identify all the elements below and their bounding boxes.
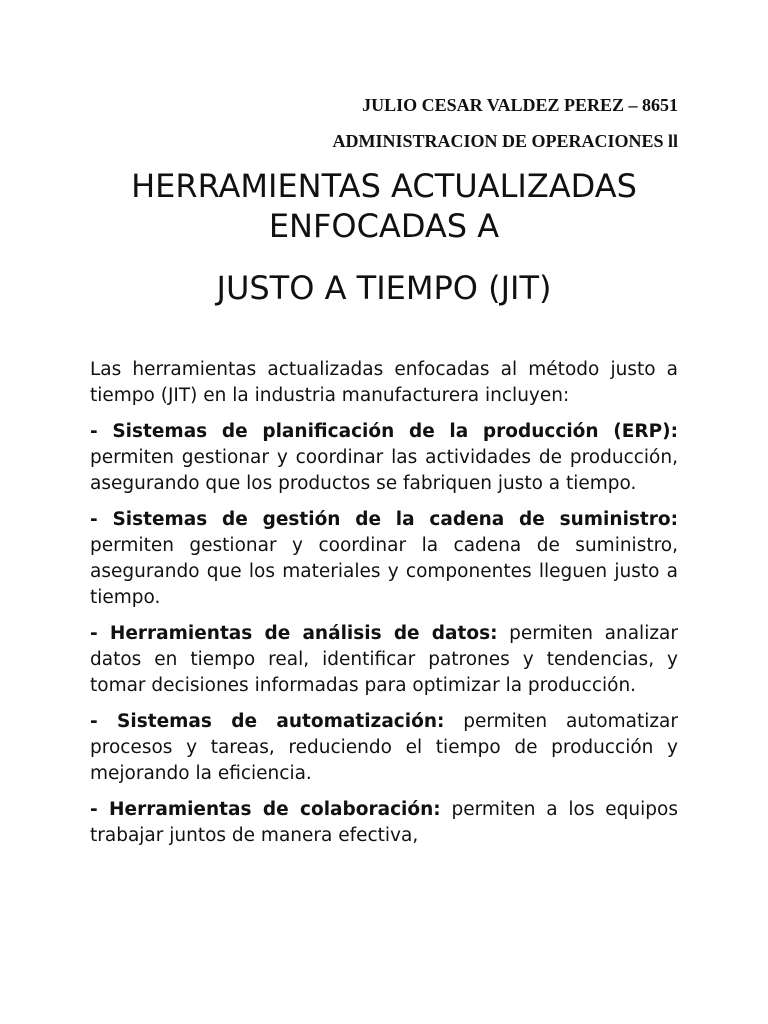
document-body [90, 357, 678, 859]
author-line: JULIO CESAR VALDEZ PEREZ – 8651 [362, 95, 678, 115]
document-title: HERRAMIENTAS ACTUALIZADAS ENFOCADAS A [131, 167, 637, 245]
item-description: permiten gestionar y coordinar las actividades de producción, asegurando que los productos se fabriquen justo a tiempo. [90, 447, 678, 494]
document-subtitle: JUSTO A TIEMPO (JIT) [216, 269, 552, 307]
item-description: permiten analizar datos en tiempo real, identificar patrones y tendencias, y tomar decisiones informadas para optimizar la producción. [90, 623, 678, 696]
item-term: - Sistemas de gestión de la cadena de suministro: [90, 509, 678, 530]
list-item [90, 797, 678, 849]
item-term: - Sistemas de automatización: [90, 711, 445, 732]
item-term: - Sistemas de planificación de la producción (ERP): [90, 421, 678, 442]
list-item [90, 419, 678, 497]
item-term: - Herramientas de análisis de datos: [90, 623, 498, 644]
intro-paragraph: Las herramientas actualizadas enfocadas al método justo a tiempo (JIT) en la industria manufacturera incluyen: [90, 359, 678, 406]
item-description: permiten a los equipos trabajar juntos de manera efectiva, [90, 799, 678, 846]
list-item [90, 709, 678, 787]
course-line: ADMINISTRACION DE OPERACIONES ll [332, 131, 678, 151]
item-description: permiten gestionar y coordinar la cadena de suministro, asegurando que los materiales y componentes lleguen justo a tiempo. [90, 535, 678, 608]
document-page [90, 0, 678, 1024]
list-item [90, 507, 678, 611]
list-item [90, 621, 678, 699]
item-description: permiten automatizar procesos y tareas, reduciendo el tiempo de producción y mejorando la eficiencia. [90, 711, 678, 784]
item-term: - Herramientas de colaboración: [90, 799, 441, 820]
